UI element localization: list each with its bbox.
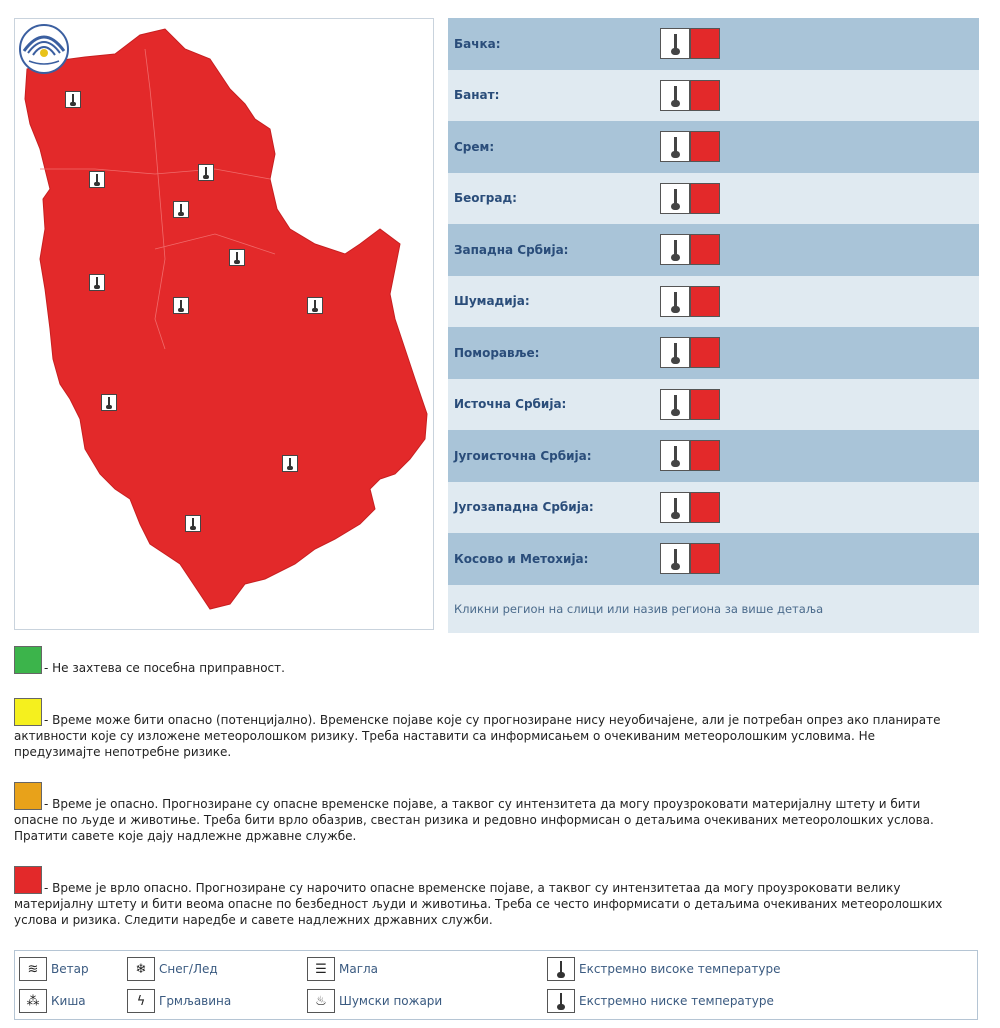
legend-snow-label: Снег/Лед: [159, 962, 218, 976]
legend-yellow: [14, 698, 974, 768]
region-row-srem[interactable]: [448, 121, 979, 173]
legend-heat-label: Екстремно високе температуре: [579, 962, 781, 976]
legend-green: [14, 646, 974, 680]
serbia-map[interactable]: [15, 19, 435, 631]
region-name[interactable]: Косово и Метохија:: [454, 551, 589, 566]
region-warning-list: [448, 18, 979, 633]
region-name[interactable]: Југозападна Србија:: [454, 500, 594, 515]
warning-level-badge: [690, 80, 720, 111]
thermometer-high-icon: [660, 492, 690, 523]
region-row-banat[interactable]: [448, 70, 979, 122]
region-row-kosovo-metohija[interactable]: [448, 533, 979, 585]
warning-level-badge: [690, 234, 720, 265]
legend-red: [14, 866, 974, 936]
legend-thunder: [127, 989, 231, 1013]
region-row-zapadna-srbija[interactable]: [448, 224, 979, 276]
legend-heat: [547, 957, 780, 981]
thermometer-high-icon: [660, 131, 690, 162]
snowflake-icon: ❄: [127, 957, 155, 981]
fog-icon: ☰: [307, 957, 335, 981]
warning-level-badge: [690, 543, 720, 574]
legend-snow: [127, 957, 218, 981]
thermometer-high-icon: [547, 957, 575, 981]
region-name[interactable]: Поморавље:: [454, 345, 540, 360]
region-row-beograd[interactable]: [448, 173, 979, 225]
warning-level-badge: [690, 440, 720, 471]
map-marker-jugozapadna[interactable]: [101, 394, 117, 411]
thermometer-high-icon: [660, 440, 690, 471]
legend-green-text: - Не захтева се посебна приправност.: [44, 661, 285, 675]
thermometer-high-icon: [660, 28, 690, 59]
region-row-sumadija[interactable]: [448, 276, 979, 328]
region-name[interactable]: Београд:: [454, 191, 517, 206]
legend-fog-label: Магла: [339, 962, 379, 976]
region-name[interactable]: Источна Србија:: [454, 397, 567, 412]
region-row-pomoravlje[interactable]: [448, 327, 979, 379]
region-name[interactable]: Шумадија:: [454, 294, 530, 309]
legend-yellow-text: - Време може бити опасно (потенцијално). Временске појаве које су прогнозиране нису неуобичајене, али је потребан опрез ако планирате активности које су изложене метеоролошком ризику. Треба наставити са информисањем о очекиваним метеоролошким условима. Не предузимајте непотребне ризике.: [14, 713, 941, 759]
thermometer-high-icon: [660, 80, 690, 111]
warning-level-badge: [690, 286, 720, 317]
thermometer-high-icon: [660, 286, 690, 317]
serbia-territory[interactable]: [25, 29, 427, 609]
warning-level-badge: [690, 492, 720, 523]
map-marker-jugoistocna[interactable]: [282, 455, 298, 472]
region-name[interactable]: Банат:: [454, 88, 500, 103]
region-row-jugozapadna-srbija[interactable]: [448, 482, 979, 534]
region-row-jugoistocna-srbija[interactable]: [448, 430, 979, 482]
map-marker-backa[interactable]: [65, 91, 81, 108]
rain-icon: ⁂: [19, 989, 47, 1013]
region-name[interactable]: Југоисточна Србија:: [454, 448, 592, 463]
legend-fire: [307, 989, 442, 1013]
legend-orange: [14, 782, 974, 852]
region-row-backa[interactable]: [448, 18, 979, 70]
map-marker-zapadna[interactable]: [89, 274, 105, 291]
thermometer-high-icon: [660, 337, 690, 368]
region-name[interactable]: Бачка:: [454, 36, 501, 51]
warning-level-badge: [690, 337, 720, 368]
region-hint-text: Кликни регион на слици или назив региона за више детаља: [448, 585, 979, 633]
legend-thunder-label: Грмљавина: [159, 994, 232, 1008]
thermometer-high-icon: [660, 183, 690, 214]
region-name[interactable]: Западна Србија:: [454, 242, 569, 257]
region-name[interactable]: Срем:: [454, 139, 495, 154]
warning-level-badge: [690, 389, 720, 420]
legend-red-text: - Време је врло опасно. Прогнозиране су нарочито опасне временске појаве, а таквог су интензитетаа да могу проузроковати велику материјалну штету и бити веома опасне по безбедност људи и животиња. Треба се често информисати о детаљима очекиваних метеоролошких услова и ризика. Следити наредбе и савете надлежних државних служби.: [14, 881, 943, 927]
legend-rain: [19, 989, 86, 1013]
lightning-icon: ϟ: [127, 989, 155, 1013]
wind-icon: ≋: [19, 957, 47, 981]
thermometer-high-icon: [660, 543, 690, 574]
map-marker-srem[interactable]: [173, 201, 189, 218]
warning-level-badge: [690, 131, 720, 162]
fire-icon: ♨: [307, 989, 335, 1013]
thermometer-high-icon: [660, 389, 690, 420]
legend-wind: [19, 957, 89, 981]
legend-cold-label: Екстремно ниске температуре: [579, 994, 774, 1008]
legend-rain-label: Киша: [51, 994, 86, 1008]
rhmz-logo: [15, 19, 73, 91]
map-marker-kosovo[interactable]: [185, 515, 201, 532]
legend-cold: [547, 989, 774, 1013]
thermometer-high-icon: [660, 234, 690, 265]
map-marker-beograd[interactable]: [229, 249, 245, 266]
legend-wind-label: Ветар: [51, 962, 89, 976]
region-row-istocna-srbija[interactable]: [448, 379, 979, 431]
phenomenon-icon-legend: [14, 950, 978, 1020]
map-marker-istocna[interactable]: [307, 297, 323, 314]
warning-level-badge: [690, 28, 720, 59]
warning-map-panel: [14, 18, 434, 630]
legend-fog: [307, 957, 378, 981]
legend-fire-label: Шумски пожари: [339, 994, 443, 1008]
warning-level-badge: [690, 183, 720, 214]
legend-orange-text: - Време је опасно. Прогнозиране су опасне временске појаве, а таквог су интензитета да могу проузроковати материјалну штету и бити опасне по људе и животиње. Треба бити врло обазрив, свестан ризика и редовно информисан о детаљима очекиваних метеоролошких услова. Пратити савете које дају надлежне државне службе.: [14, 797, 934, 843]
thermometer-low-icon: [547, 989, 575, 1013]
map-marker-sumadija[interactable]: [173, 297, 189, 314]
map-marker-backa-south[interactable]: [89, 171, 105, 188]
map-marker-banat[interactable]: [198, 164, 214, 181]
